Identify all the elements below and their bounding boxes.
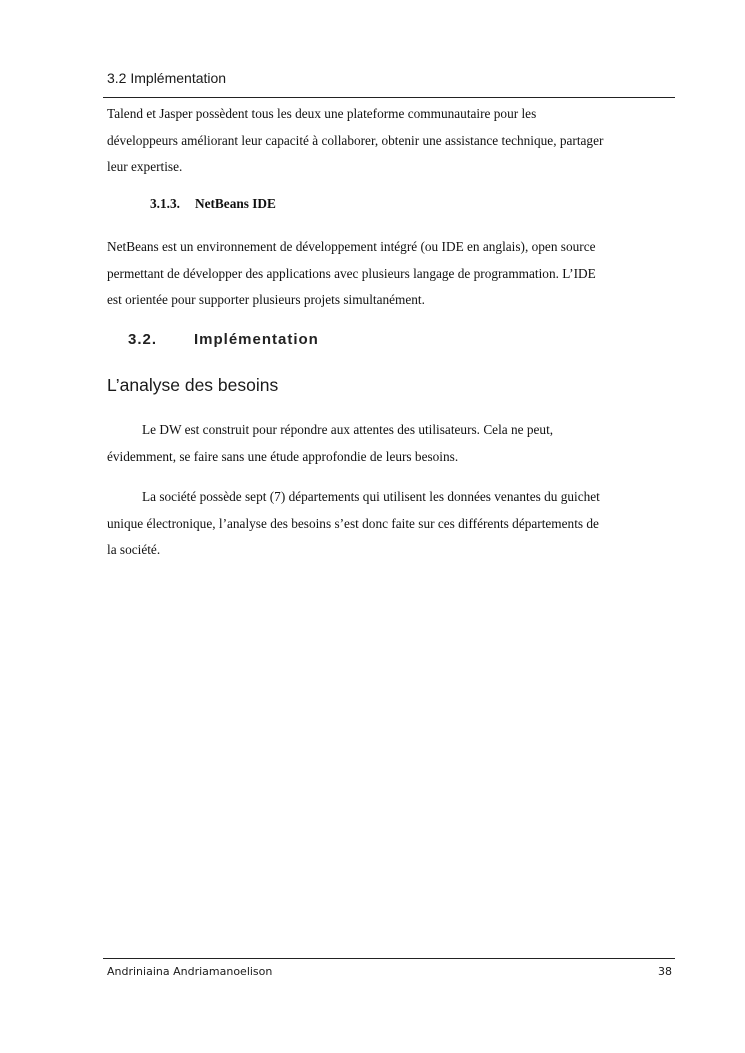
paragraph-line: Le DW est construit pour répondre aux attentes des utilisateurs. Cela ne peut, [142,422,554,437]
paragraph-line: Talend et Jasper possèdent tous les deux une plateforme communautaire pour les [107,106,537,121]
heading-number: 3.1.3. [150,196,180,211]
paragraph-line: permettant de développer des applications avec plusieurs langage de programmation. L’IDE [107,265,596,281]
paragraph-line: unique électronique, l’analyse des besoins s’est donc faite sur ces différents départements de [107,515,599,531]
footer-author: Andriniaina Andriamanoelison [107,965,273,978]
paragraph-line: la société. [107,542,161,558]
netbeans-heading [150,196,276,212]
subsection-title: L’analyse des besoins [107,375,279,395]
header-divider [103,97,675,98]
paragraph-dw [107,417,672,470]
paragraph-line: développeurs améliorant leur capacité à collaborer, obtenir une assistance technique, partager [107,132,604,148]
paragraph-line: évidemment, se faire sans une étude approfondie de leurs besoins. [107,448,459,464]
section-number: 3.2. [128,331,158,348]
paragraph-societe [107,484,672,564]
footer-divider [103,958,675,959]
heading-title: NetBeans IDE [195,196,276,211]
paragraph-line: NetBeans est un environnement de développement intégré (ou IDE en anglais), open source [107,239,596,254]
paragraph-line: est orientée pour supporter plusieurs projets simultanément. [107,292,425,308]
section-title: Implémentation [194,331,319,348]
section-heading [128,331,319,348]
paragraph-line: leur expertise. [107,159,183,175]
page-number: 38 [658,965,672,978]
paragraph-line: La société possède sept (7) départements qui utilisent les données venantes du guichet [142,489,600,504]
paragraph-netbeans [107,234,672,314]
paragraph-talend-jasper [107,101,672,181]
running-header: 3.2 Implémentation [107,70,227,86]
